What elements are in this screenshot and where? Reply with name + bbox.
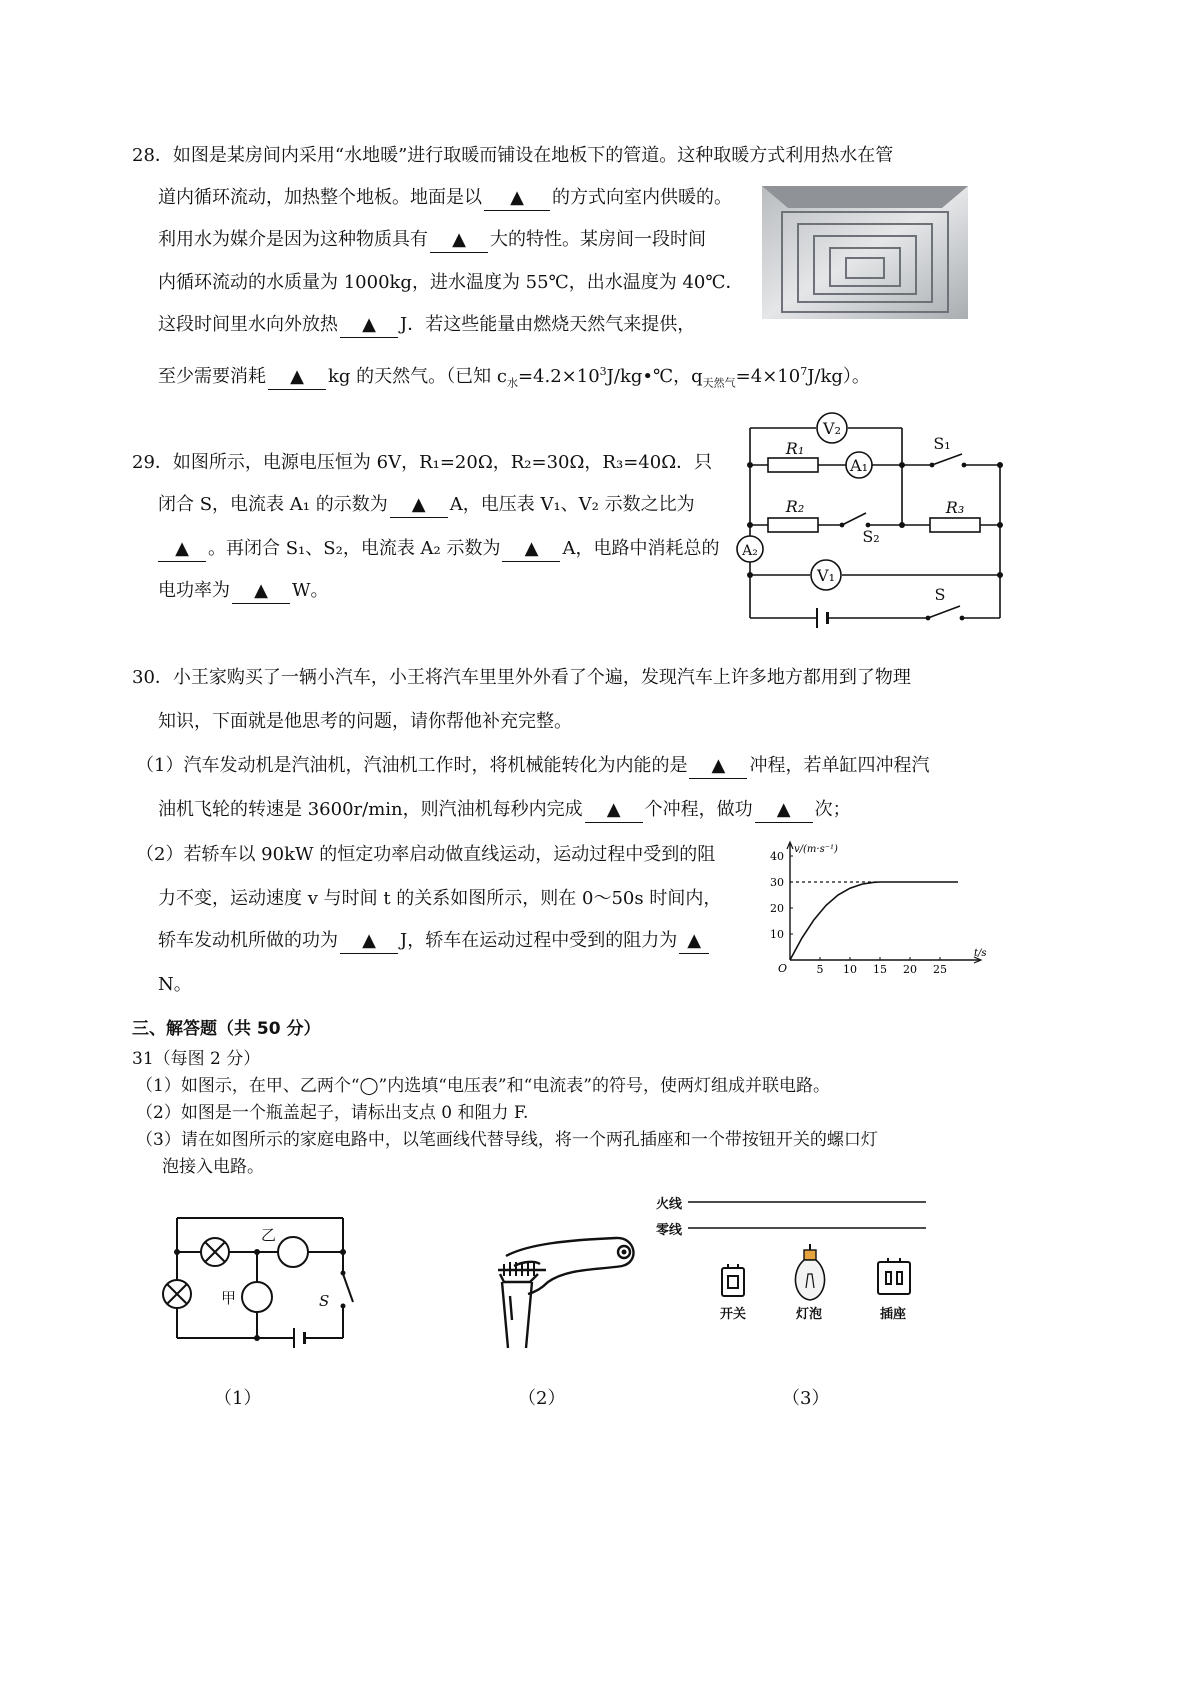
answer-blank[interactable]: ▲ (340, 929, 398, 954)
q28-line1: 28．如图是某房间内采用“水地暖”进行取暖而铺设在地板下的管道。这种取暖方式利用热水在管 (132, 145, 894, 166)
label-r1: R₁ (785, 439, 805, 458)
label-switch-s: S (319, 1292, 330, 1310)
meter-jia[interactable] (242, 1282, 272, 1312)
label-v2: V₂ (823, 419, 841, 438)
q28-line4: 内循环流动的水质量为 1000kg，进水温度为 55℃，出水温度为 40℃． (158, 272, 744, 293)
q30-line2: 知识，下面就是他思考的问题，请你帮他补充完整。 (158, 711, 572, 732)
q30-part2-line4: N。 (158, 974, 192, 995)
q30-part1-line2: 油机飞轮的转速是 3600r/min，则汽油机每秒内完成 ▲ 个冲程，做功 ▲ 次； (158, 795, 851, 825)
label-s: S (934, 585, 946, 604)
answer-blank[interactable]: ▲ (268, 365, 326, 390)
fig1-caption: （1） (214, 1388, 262, 1409)
y-tick-label: 10 (770, 928, 784, 941)
q28-line5: 这段时间里水向外放热 ▲ J．若这些能量由燃烧天然气来提供， (158, 310, 695, 340)
answer-blank[interactable]: ▲ (232, 579, 290, 604)
q29-line1: 29．如图所示，电源电压恒为 6V，R₁=20Ω，R₂=30Ω，R₃=40Ω．只 (132, 452, 713, 473)
label-live-wire: 火线 (656, 1197, 683, 1212)
q31-sub3-line1: （3）请在如图所示的家庭电路中，以笔画线代替导线，将一个两孔插座和一个带按钮开关的螺口灯 (136, 1130, 878, 1150)
answer-blank[interactable]: ▲ (390, 493, 448, 518)
velocity-time-chart (764, 836, 987, 976)
label-bulb: 灯泡 (796, 1307, 823, 1322)
fig2-bottle-opener (488, 1222, 648, 1352)
label-socket: 插座 (880, 1307, 907, 1322)
q31-sub3-line2: 泡接入电路。 (162, 1157, 264, 1177)
label-r2: R₂ (785, 497, 805, 516)
label-r3: R₃ (945, 498, 965, 517)
answer-blank[interactable]: ▲ (689, 754, 747, 779)
x-tick-label: 20 (903, 963, 917, 976)
label-a1: A₁ (850, 456, 868, 475)
meter-yi[interactable] (278, 1237, 308, 1267)
fig3-household-circuit (650, 1188, 940, 1338)
label-neutral-wire: 零线 (656, 1223, 683, 1238)
answer-blank[interactable]: ▲ (502, 537, 560, 562)
x-tick-label: 5 (816, 963, 824, 976)
answer-blank[interactable]: ▲ (679, 929, 709, 954)
q30-part1-line1: （1）汽车发动机是汽油机，汽油机工作时，将机械能转化为内能的是 ▲ 冲程，若单缸四冲程汽 (136, 751, 929, 781)
section-heading: 三、解答题（共 50 分） (132, 1019, 321, 1039)
answer-blank[interactable]: ▲ (484, 186, 550, 211)
fig1-parallel-circuit (155, 1210, 365, 1360)
q30-part2-line1: （2）若轿车以 90kW 的恒定功率启动做直线运动，运动过程中受到的阻 (136, 844, 716, 865)
q30-line1: 30．小王家购买了一辆小汽车，小王将汽车里里外外看了个遍，发现汽车上许多地方都用到了物理 (132, 667, 911, 688)
label-yi: 乙 (261, 1226, 277, 1244)
q30-part2-line2: 力不变，运动速度 v 与时间 t 的关系如图所示，则在 0～50s 时间内， (158, 888, 722, 909)
q28-line6: 至少需要消耗 ▲ kg 的天然气。（已知 $c_水=4.2\times 10^3J/kg•℃$，$q_{天然气}=4\times 10^7J/kg$）。 (158, 365, 870, 390)
answer-blank[interactable]: ▲ (340, 313, 398, 338)
y-tick-label: 30 (770, 876, 784, 889)
floor-heating-photo (762, 186, 968, 319)
x-axis-label: t/s (974, 948, 987, 959)
label-a2: A₂ (742, 543, 758, 559)
two-hole-socket[interactable] (878, 1258, 910, 1294)
screw-bulb[interactable] (795, 1244, 824, 1300)
velocity-curve (790, 882, 958, 960)
label-jia: 甲 (221, 1289, 237, 1307)
label-s2: S₂ (862, 527, 880, 546)
x-tick-label: 10 (843, 963, 857, 976)
q31-sub1: （1）如图示，在甲、乙两个“◯”内选填“电压表”和“电流表”的符号，使两灯组成并联电路。 (136, 1076, 830, 1096)
label-s1: S₁ (933, 434, 951, 453)
q29-line2: 闭合 S，电流表 A₁ 的示数为 ▲ A，电压表 V₁、V₂ 示数之比为 (158, 490, 695, 520)
origin-label: O (778, 962, 788, 975)
q29-line3: ▲ 。再闭合 S₁、S₂，电流表 A₂ 示数为 ▲ A，电路中消耗总的 (158, 534, 719, 564)
y-tick-label: 20 (770, 902, 784, 915)
q31-heading: 31（每图 2 分） (132, 1049, 261, 1069)
q31-sub2: （2）如图是一个瓶盖起子，请标出支点 0 和阻力 F. (136, 1103, 529, 1123)
fig2-caption: （2） (518, 1388, 566, 1409)
q29-line4: 电功率为 ▲ W。 (158, 576, 329, 606)
y-tick-label: 40 (770, 850, 784, 863)
q29-circuit-diagram (738, 410, 1014, 628)
label-switch: 开关 (720, 1307, 747, 1322)
answer-blank[interactable]: ▲ (755, 798, 813, 823)
answer-blank[interactable]: ▲ (430, 228, 488, 253)
q28-line2: 道内循环流动，加热整个地板。地面是以 ▲ 的方式向室内供暖的。 (158, 183, 732, 213)
label-v1: V₁ (817, 566, 835, 585)
y-axis-label: v/(m·s⁻¹) (794, 844, 838, 855)
answer-blank[interactable]: ▲ (585, 798, 643, 823)
answer-blank[interactable]: ▲ (158, 537, 206, 562)
x-tick-label: 25 (933, 963, 947, 976)
fig3-caption: （3） (782, 1388, 830, 1409)
q28-line3: 利用水为媒介是因为这种物质具有 ▲ 大的特性。某房间一段时间 (158, 225, 706, 255)
x-tick-label: 15 (873, 963, 887, 976)
q30-part2-line3: 轿车发动机所做的功为 ▲ J，轿车在运动过程中受到的阻力为 ▲ (158, 926, 711, 956)
push-switch[interactable] (722, 1264, 744, 1296)
